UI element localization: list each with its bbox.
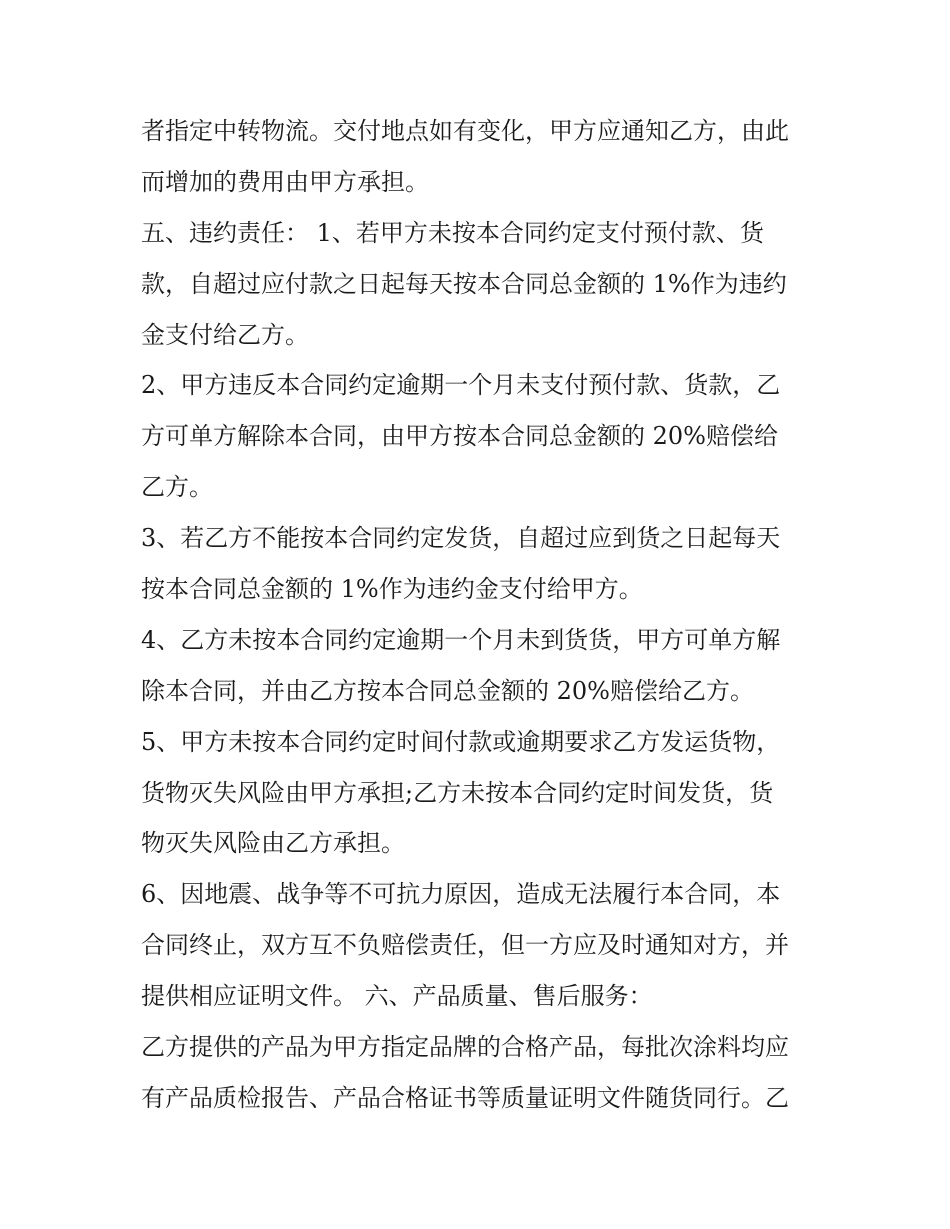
- text-line: 方可单方解除本合同，由甲方按本合同总金额的 20%赔偿给: [141, 422, 778, 451]
- text-line: 乙方提供的产品为甲方指定品牌的合格产品，每批次涂料均应: [141, 1033, 789, 1062]
- text-line: 金支付给乙方。: [141, 320, 309, 349]
- text-line: 款，自超过应付款之日起每天按本合同总金额的 1%作为违约: [141, 269, 787, 298]
- text-line: 按本合同总金额的 1%作为违约金支付给甲方。: [141, 575, 643, 604]
- text-line: 合同终止，双方互不负赔偿责任，但一方应及时通知对方，并: [141, 931, 789, 960]
- text-line: 5、甲方未按本合同约定时间付款或逾期要求乙方发运货物，: [141, 727, 781, 756]
- text-line: 6、因地震、战争等不可抗力原因，造成无法履行本合同，本: [141, 880, 781, 909]
- text-line: 提供相应证明文件。 六、产品质量、售后服务：: [141, 982, 653, 1011]
- text-line: 除本合同，并由乙方按本合同总金额的 20%赔偿给乙方。: [141, 676, 754, 705]
- text-line: 有产品质检报告、产品合格证书等质量证明文件随货同行。乙: [141, 1083, 789, 1112]
- text-line: 3、若乙方不能按本合同约定发货，自超过应到货之日起每天: [141, 524, 781, 553]
- text-line: 乙方。: [141, 473, 213, 502]
- text-line: 而增加的费用由甲方承担。: [141, 167, 429, 196]
- document-body: [141, 106, 831, 1124]
- text-line: 五、违约责任： 1、若甲方未按本合同约定支付预付款、货: [141, 218, 764, 247]
- text-line: 者指定中转物流。交付地点如有变化，甲方应通知乙方，由此: [141, 117, 789, 145]
- text-line: 货物灭失风险由甲方承担;乙方未按本合同约定时间发货，货: [141, 778, 774, 807]
- text-line: 4、乙方未按本合同约定逾期一个月未到货货，甲方可单方解: [141, 625, 781, 654]
- text-line: 物灭失风险由乙方承担。: [141, 829, 405, 858]
- text-line: 2、甲方违反本合同约定逾期一个月未支付预付款、货款，乙: [141, 371, 781, 400]
